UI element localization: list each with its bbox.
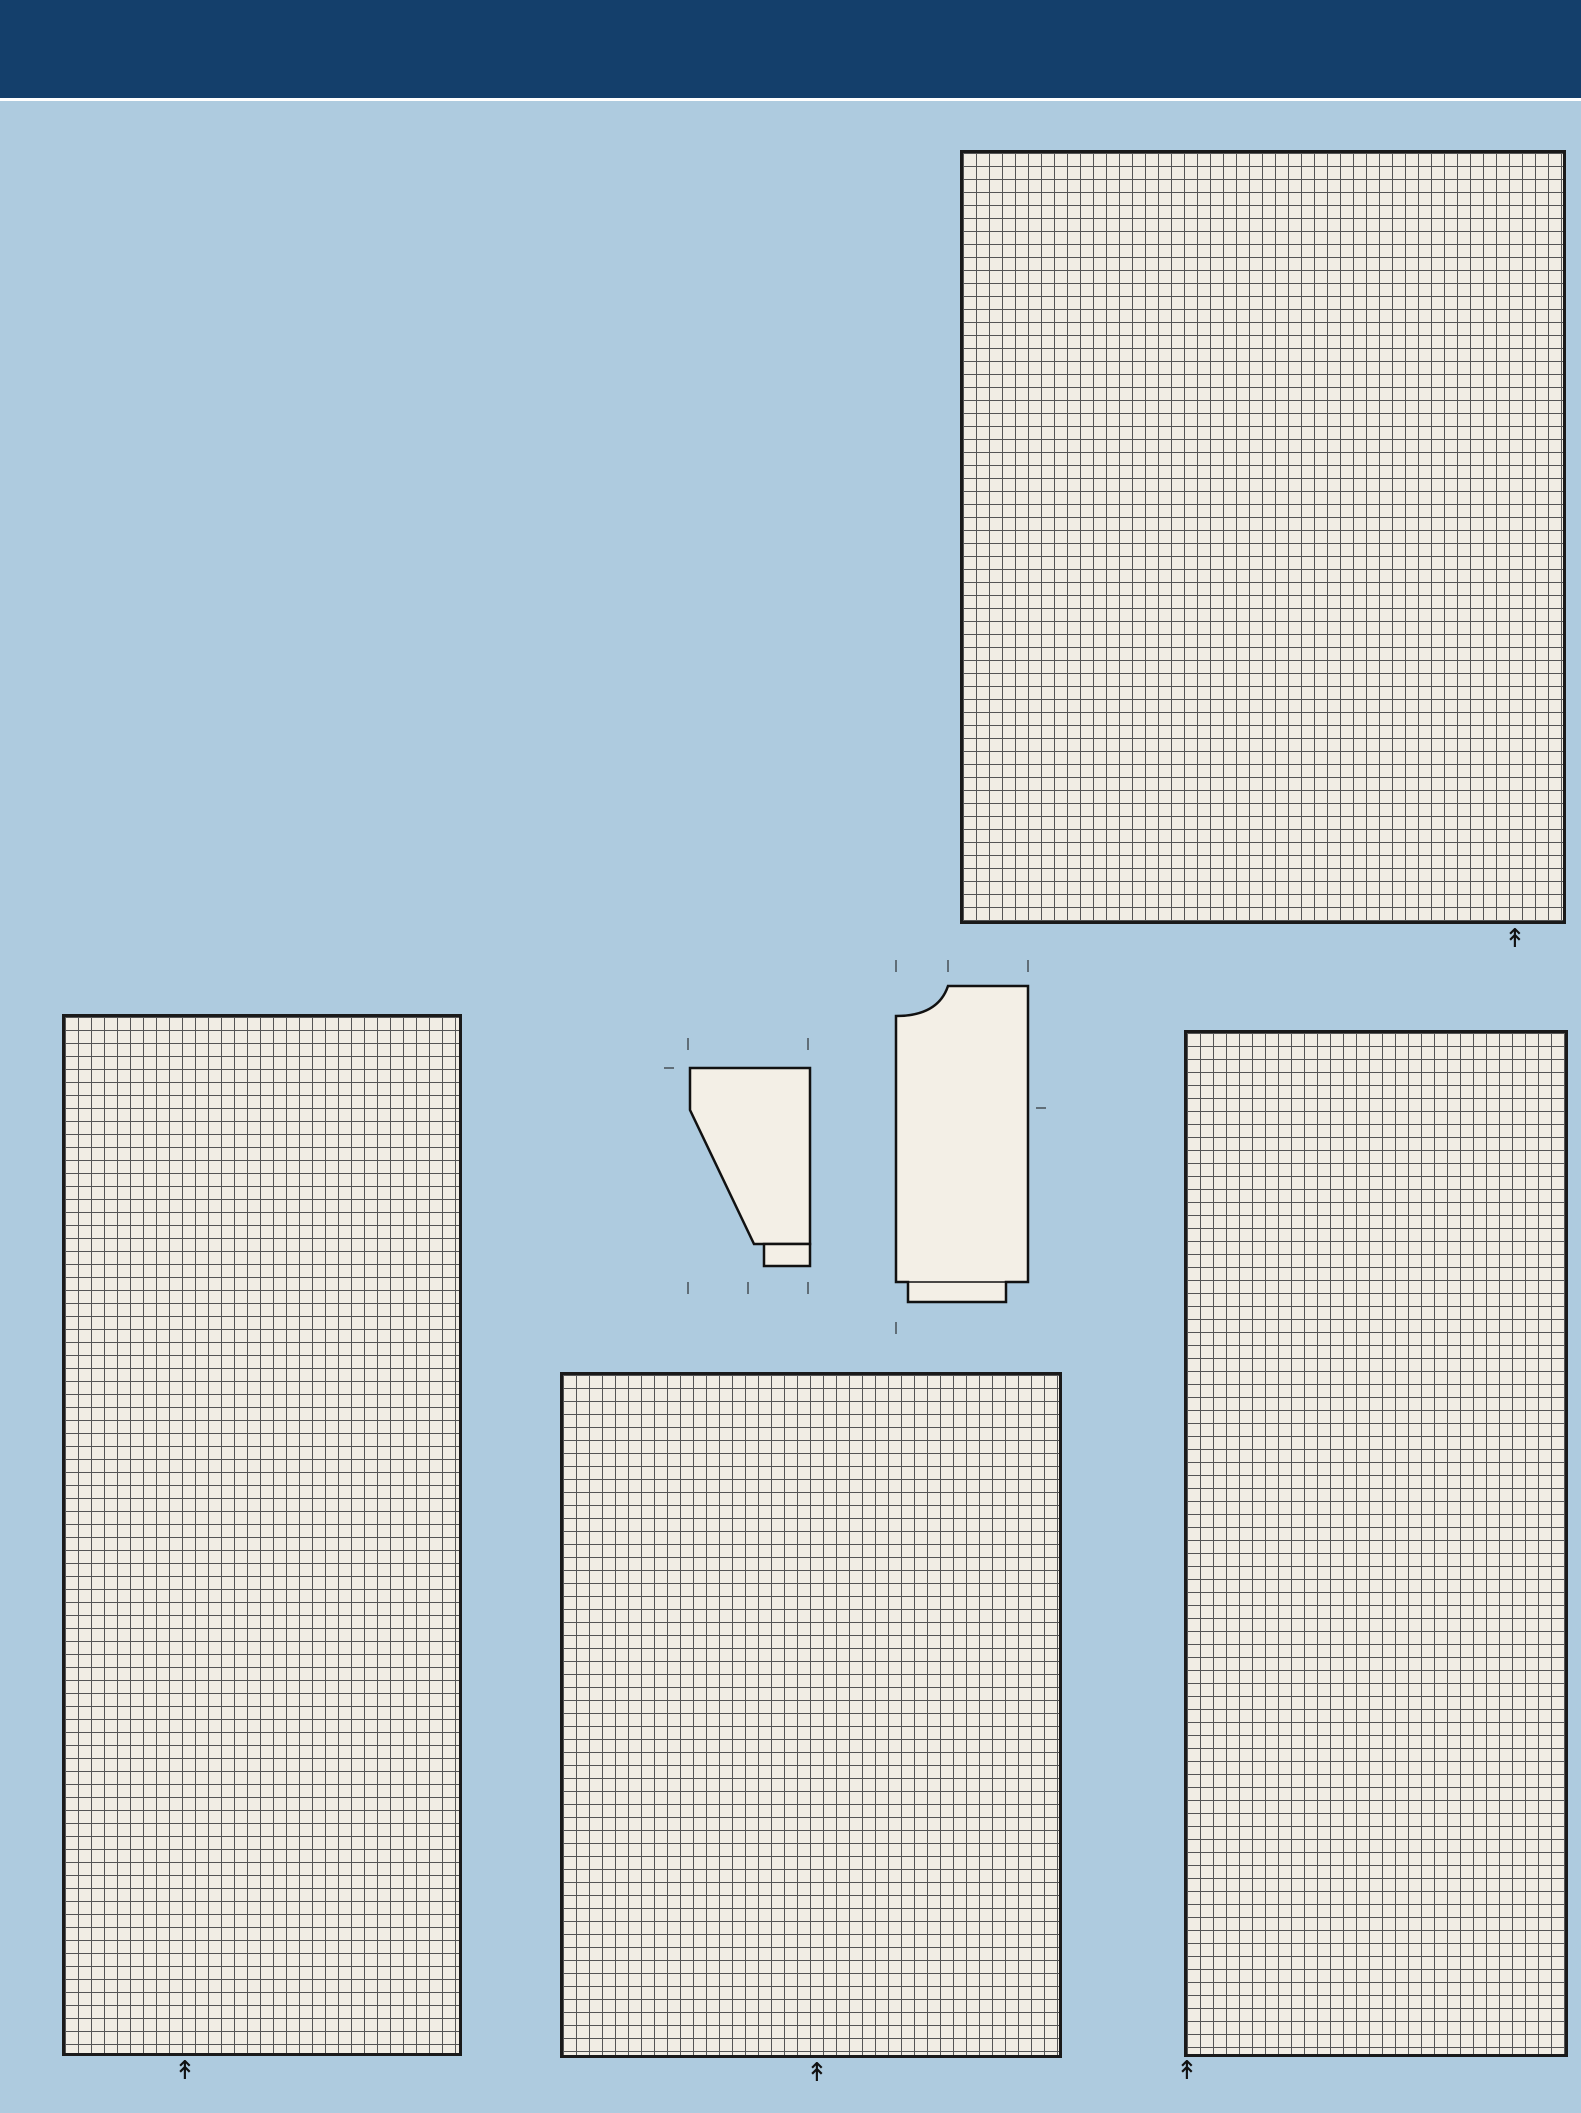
sleeve-cuff: [764, 1244, 810, 1266]
center-arrow-icon: ↟: [174, 2056, 196, 2086]
page-header: [0, 0, 1581, 101]
center-arrow-icon: ↟: [1176, 2056, 1198, 2086]
chart-d: [560, 1372, 1062, 2058]
chart-c: [960, 150, 1566, 924]
body-schematic: [860, 952, 1070, 1342]
sleeve-shape: [690, 1068, 810, 1244]
chart-e: [1184, 1030, 1568, 2057]
sleeve-schematic: [640, 1030, 820, 1300]
center-arrow-icon: ↟: [806, 2058, 828, 2088]
center-arrow-icon: ↟: [1504, 924, 1526, 954]
body-shape: [896, 986, 1028, 1302]
chart-b: [62, 1014, 462, 2056]
